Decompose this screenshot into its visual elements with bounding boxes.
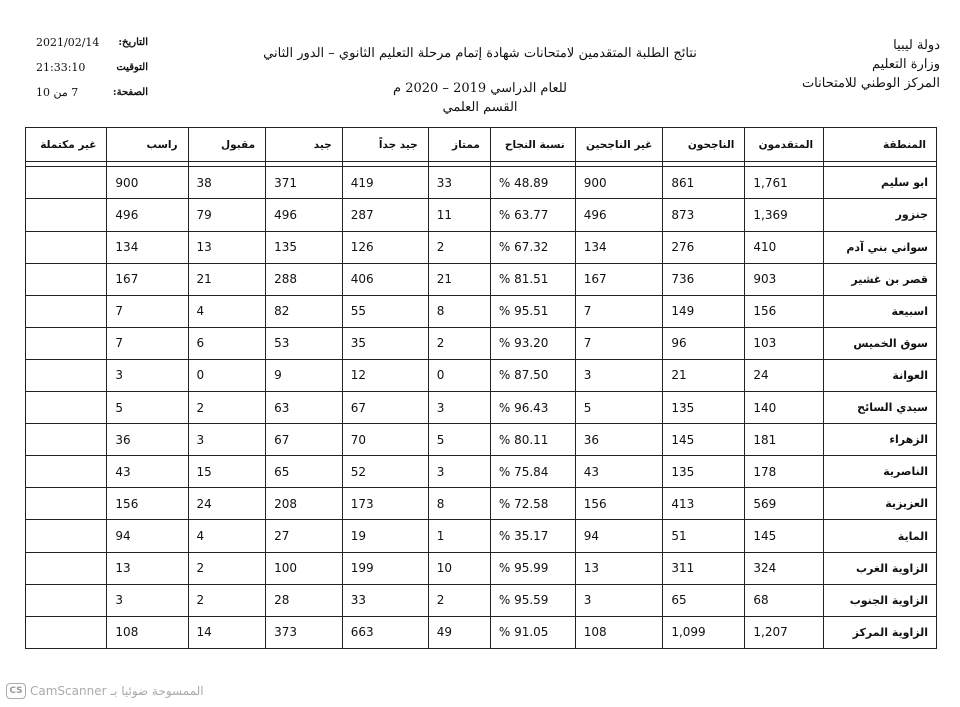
table-row [26,552,937,584]
country-name: دولة ليبيا [893,38,940,53]
value-cell: % 72.58 [490,488,575,520]
value-cell: 7 [575,327,663,359]
value-cell: 134 [107,231,188,263]
value-cell: 311 [663,552,745,584]
region-cell: الماية [824,520,937,552]
column-header: غير مكتملة [26,128,107,162]
value-cell: 3 [428,456,490,488]
value-cell: 5 [107,392,188,424]
value-cell: 36 [107,424,188,456]
value-cell: % 63.77 [490,199,575,231]
column-header: مقبول [188,128,266,162]
value-cell: 3 [188,424,266,456]
column-header: نسبة النجاح [490,128,575,162]
time-label: التوقيت [116,62,148,73]
table-row [26,167,937,199]
region-cell: اسبيعة [824,295,937,327]
value-cell: 406 [342,263,428,295]
value-cell: 7 [107,295,188,327]
value-cell: 373 [266,616,343,648]
value-cell: 70 [342,424,428,456]
value-cell: 1,207 [745,616,824,648]
value-cell: 79 [188,199,266,231]
value-cell: 156 [745,295,824,327]
value-cell: 6 [188,327,266,359]
page-label: الصفحة: [112,87,148,98]
value-cell [26,295,107,327]
value-cell [26,488,107,520]
report-title: نتائج الطلبة المتقدمين لامتحانات شهادة إتمام مرحلة التعليم الثانوي – الدور الثاني [263,46,697,61]
ministry-name: وزارة التعليم [871,57,940,72]
value-cell: 8 [428,488,490,520]
ministry-header [802,36,940,93]
value-cell: 27 [266,520,343,552]
value-cell: 8 [428,295,490,327]
value-cell: 82 [266,295,343,327]
value-cell [26,167,107,199]
camscanner-logo-icon: CS [6,683,26,699]
value-cell: 873 [663,199,745,231]
value-cell: 288 [266,263,343,295]
value-cell: % 35.17 [490,520,575,552]
value-cell: 53 [266,327,343,359]
value-cell: 2 [428,231,490,263]
value-cell: % 95.51 [490,295,575,327]
table-row [26,520,937,552]
value-cell: 496 [107,199,188,231]
region-cell: سيدي السائح [824,392,937,424]
date-value: 2021/02/14 [36,36,100,49]
value-cell: % 91.05 [490,616,575,648]
value-cell: 2 [428,584,490,616]
column-header: جيد [266,128,343,162]
value-cell: 324 [745,552,824,584]
value-cell: 135 [266,231,343,263]
value-cell: 24 [188,488,266,520]
value-cell: % 87.50 [490,359,575,391]
value-cell: 3 [575,359,663,391]
value-cell: 2 [188,552,266,584]
value-cell: 67 [266,424,343,456]
value-cell: 149 [663,295,745,327]
value-cell: 94 [575,520,663,552]
value-cell: 135 [663,392,745,424]
value-cell: 21 [663,359,745,391]
value-cell: 38 [188,167,266,199]
column-header: ممتاز [428,128,490,162]
value-cell: 140 [745,392,824,424]
value-cell: % 80.11 [490,424,575,456]
value-cell: 108 [575,616,663,648]
value-cell: 13 [107,552,188,584]
value-cell: 419 [342,167,428,199]
value-cell: 7 [575,295,663,327]
value-cell: 33 [342,584,428,616]
table-row [26,456,937,488]
value-cell: 96 [663,327,745,359]
report-meta [36,30,148,105]
time-value: 21:33:10 [36,61,86,74]
value-cell: 1 [428,520,490,552]
value-cell: 1,099 [663,616,745,648]
value-cell: 21 [428,263,490,295]
value-cell: 55 [342,295,428,327]
center-name: المركز الوطني للامتحانات [801,76,940,91]
scanned-with-label: الممسوحة ضوئيا بـ [110,684,204,698]
value-cell: 208 [266,488,343,520]
value-cell: 2 [188,392,266,424]
value-cell: 736 [663,263,745,295]
value-cell: 3 [428,392,490,424]
value-cell: 371 [266,167,343,199]
value-cell: 33 [428,167,490,199]
page-row [36,80,148,105]
value-cell: 10 [428,552,490,584]
value-cell: 0 [428,359,490,391]
value-cell: 276 [663,231,745,263]
value-cell: 4 [188,520,266,552]
value-cell: 51 [663,520,745,552]
region-cell: الزهراء [824,424,937,456]
value-cell: 14 [188,616,266,648]
table-row [26,199,937,231]
value-cell: 900 [575,167,663,199]
value-cell: % 96.43 [490,392,575,424]
column-header: الناجحون [663,128,745,162]
region-cell: الزاوية الجنوب [824,584,937,616]
date-row [36,30,148,55]
value-cell: 903 [745,263,824,295]
time-row [36,55,148,80]
value-cell: 65 [266,456,343,488]
value-cell: 2 [188,584,266,616]
value-cell: 413 [663,488,745,520]
table-row [26,327,937,359]
table-body [26,162,937,649]
value-cell: 134 [575,231,663,263]
value-cell: 4 [188,295,266,327]
value-cell: 496 [266,199,343,231]
region-cell: الناصرية [824,456,937,488]
value-cell: 199 [342,552,428,584]
value-cell: 15 [188,456,266,488]
value-cell: 496 [575,199,663,231]
value-cell: % 95.59 [490,584,575,616]
value-cell [26,456,107,488]
value-cell [26,231,107,263]
region-cell: ابو سليم [824,167,937,199]
value-cell: 287 [342,199,428,231]
value-cell: 167 [107,263,188,295]
value-cell: 1,761 [745,167,824,199]
region-cell: الزاوية الغرب [824,552,937,584]
value-cell: 167 [575,263,663,295]
value-cell [26,616,107,648]
value-cell: 135 [663,456,745,488]
value-cell: % 81.51 [490,263,575,295]
value-cell: 21 [188,263,266,295]
value-cell: 5 [575,392,663,424]
table-row [26,616,937,648]
date-label: التاريخ: [118,37,148,48]
value-cell [26,263,107,295]
value-cell: 0 [188,359,266,391]
value-cell: 13 [575,552,663,584]
results-table [25,127,937,649]
academic-year: للعام الدراسي 2019 – 2020 م [393,81,567,96]
column-header: جيد جداً [342,128,428,162]
value-cell: 181 [745,424,824,456]
value-cell: 12 [342,359,428,391]
value-cell: 43 [107,456,188,488]
value-cell [26,199,107,231]
value-cell [26,584,107,616]
table-row [26,295,937,327]
value-cell: 100 [266,552,343,584]
value-cell: 11 [428,199,490,231]
value-cell: % 75.84 [490,456,575,488]
region-cell: جنزور [824,199,937,231]
table-row [26,263,937,295]
value-cell [26,359,107,391]
value-cell: 65 [663,584,745,616]
value-cell: 9 [266,359,343,391]
section-name: القسم العلمي [442,100,518,115]
value-cell: 19 [342,520,428,552]
page-value: 7 من 10 [36,86,79,99]
region-cell: قصر بن غشير [824,263,937,295]
value-cell: 3 [107,584,188,616]
value-cell: % 95.99 [490,552,575,584]
column-header: المنطقة [824,128,937,162]
value-cell: 569 [745,488,824,520]
column-header: غير الناجحين [575,128,663,162]
value-cell: 7 [107,327,188,359]
value-cell: 1,369 [745,199,824,231]
value-cell: 36 [575,424,663,456]
table-row [26,424,937,456]
table-header-row [26,128,937,162]
value-cell: 145 [745,520,824,552]
value-cell: 28 [266,584,343,616]
value-cell: 178 [745,456,824,488]
value-cell: 67 [342,392,428,424]
table-row [26,584,937,616]
column-header: راسب [107,128,188,162]
value-cell: 126 [342,231,428,263]
value-cell: 900 [107,167,188,199]
value-cell: 63 [266,392,343,424]
value-cell: 3 [575,584,663,616]
scanner-footer [6,683,204,699]
report-title-block [250,44,710,117]
value-cell: 52 [342,456,428,488]
table-row [26,231,937,263]
value-cell: 156 [575,488,663,520]
table-row [26,488,937,520]
region-cell: سوق الخميس [824,327,937,359]
value-cell: 13 [188,231,266,263]
value-cell: 663 [342,616,428,648]
value-cell [26,424,107,456]
value-cell: 145 [663,424,745,456]
value-cell: 410 [745,231,824,263]
region-cell: العوانة [824,359,937,391]
value-cell: % 48.89 [490,167,575,199]
region-cell: الزاوية المركز [824,616,937,648]
value-cell [26,520,107,552]
value-cell: 24 [745,359,824,391]
column-header: المتقدمون [745,128,824,162]
value-cell: % 67.32 [490,231,575,263]
scanner-brand: CamScanner [30,684,107,698]
value-cell: 3 [107,359,188,391]
table-row [26,359,937,391]
value-cell: 5 [428,424,490,456]
value-cell [26,327,107,359]
value-cell: % 93.20 [490,327,575,359]
region-cell: العزيزية [824,488,937,520]
value-cell: 94 [107,520,188,552]
value-cell: 2 [428,327,490,359]
value-cell: 43 [575,456,663,488]
value-cell: 108 [107,616,188,648]
value-cell: 173 [342,488,428,520]
value-cell: 103 [745,327,824,359]
value-cell [26,552,107,584]
value-cell: 68 [745,584,824,616]
value-cell: 156 [107,488,188,520]
region-cell: سواني بني آدم [824,231,937,263]
value-cell: 861 [663,167,745,199]
value-cell [26,392,107,424]
value-cell: 35 [342,327,428,359]
value-cell: 49 [428,616,490,648]
table-row [26,392,937,424]
